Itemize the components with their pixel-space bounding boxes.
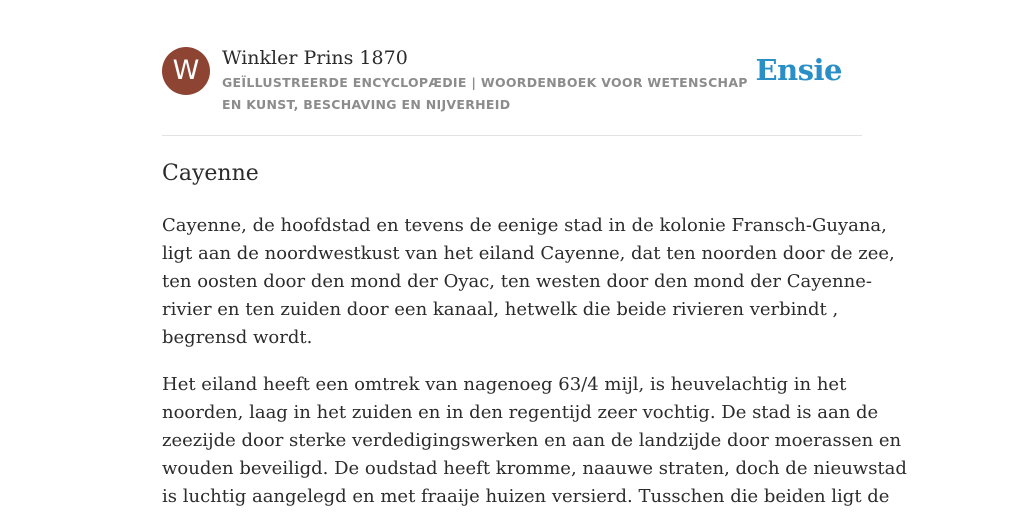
ensie-logo[interactable]: Ensie <box>755 53 842 87</box>
article-title: Cayenne <box>162 161 259 186</box>
paragraph-line: wouden beveiligd. De oudstad heeft kromme, naauwe straten, doch de nieuwstad <box>162 458 907 479</box>
paragraph-line: begrensd wordt. <box>162 327 313 348</box>
source-header <box>162 0 862 136</box>
article-paragraph <box>162 371 907 511</box>
paragraph-line: Cayenne, de hoofdstad en tevens de eenige stad in de kolonie Fransch-Guyana, <box>162 215 887 236</box>
paragraph-line: Het eiland heeft een omtrek van nagenoeg 63/4 mijl, is heuvelachtig in het <box>162 374 847 395</box>
source-subtitle: GEÏLLUSTREERDE ENCYCLOPÆDIE | WOORDENBOEK VOOR WETENSCHAP EN KUNST, BESCHAVING EN NIJVERHEID <box>222 75 748 112</box>
paragraph-line: ten oosten door den mond der Oyac, ten westen door den mond der Cayenne- <box>162 271 872 292</box>
paragraph-line: rivier en ten zuiden door een kanaal, hetwelk die beide rivieren verbindt , <box>162 299 839 320</box>
article-paragraph <box>162 212 895 352</box>
source-avatar[interactable]: W <box>162 47 210 95</box>
paragraph-line: is luchtig aangelegd en met fraaije huizen versierd. Tusschen die beiden ligt de <box>162 486 890 507</box>
paragraph-line: noorden, laag in het zuiden en in den regentijd zeer vochtig. De stad is aan de <box>162 402 879 423</box>
paragraph-line: ligt aan de noordwestkust van het eiland Cayenne, dat ten noorden door de zee, <box>162 243 895 264</box>
source-title[interactable]: Winkler Prins 1870 <box>222 47 408 69</box>
paragraph-line: zeezijde door sterke verdedigingswerken en aan de landzijde door moerassen en <box>162 430 902 451</box>
content-column <box>162 0 907 507</box>
